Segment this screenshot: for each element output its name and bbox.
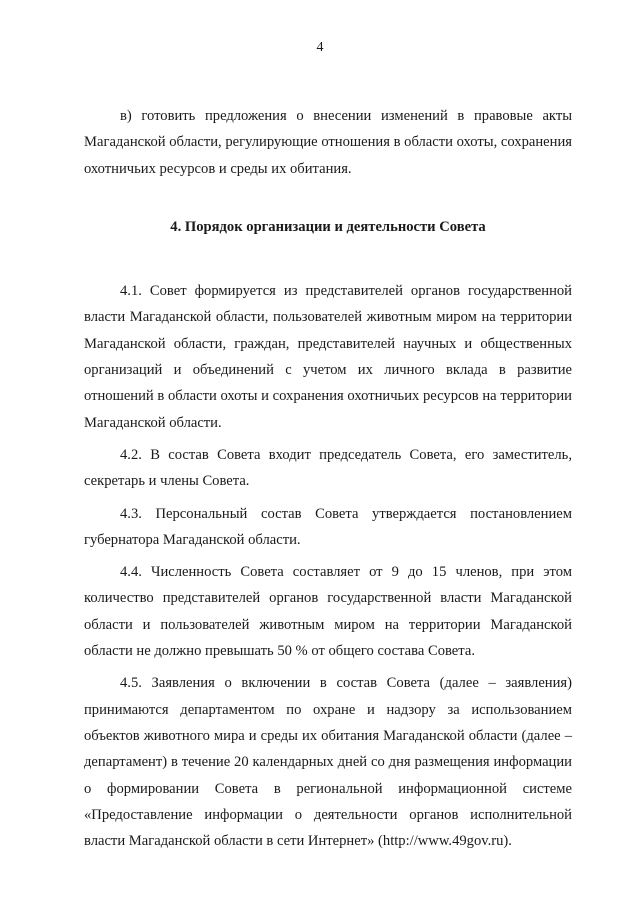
document-body <box>84 103 572 854</box>
paragraph-4-3: 4.3. Персональный состав Совета утверждается постановлением губернатора Магаданской области. <box>84 505 572 548</box>
intro-item-v: в) готовить предложения о внесении изменений в правовые акты Магаданской области, регулирующие отношения в области охоты, сохранения охотничьих ресурсов и среды их обитания. <box>84 108 572 177</box>
paragraph-4-5: 4.5. Заявления о включении в состав Совета (далее – заявления) принимаются департаментом по охране и надзору за использованием объектов животного мира и среды их обитания Магаданской области (далее – департамент) в течение 20 календарных дней со дня размещения информации о формировании Совета в региональной информационной системе «Предоставление информации о деятельности органов исполнительной власти Магаданской области в сети Интернет» (http://www.49gov.ru). <box>84 675 572 850</box>
paragraph-4-1: 4.1. Совет формируется из представителей органов государственной власти Магаданской области, пользователей животным миром на территории Магаданской области, граждан, представителей научных и общественных организаций и объединений с учетом их личного вклада в развитие отношений в области охоты и сохранения охотничьих ресурсов на территории Магаданской области. <box>84 283 572 431</box>
section-heading: 4. Порядок организации и деятельности Совета <box>170 218 486 235</box>
paragraph-4-4: 4.4. Численность Совета составляет от 9 до 15 членов, при этом количество представителей органов государственной власти Магаданской области и пользователей животным миром на территории Магаданской области не должно превышать 50 % от общего состава Совета. <box>84 564 572 660</box>
page-number: 4 <box>316 40 324 55</box>
paragraph-4-2: 4.2. В состав Совета входит председатель Совета, его заместитель, секретарь и члены Совета. <box>84 446 572 490</box>
